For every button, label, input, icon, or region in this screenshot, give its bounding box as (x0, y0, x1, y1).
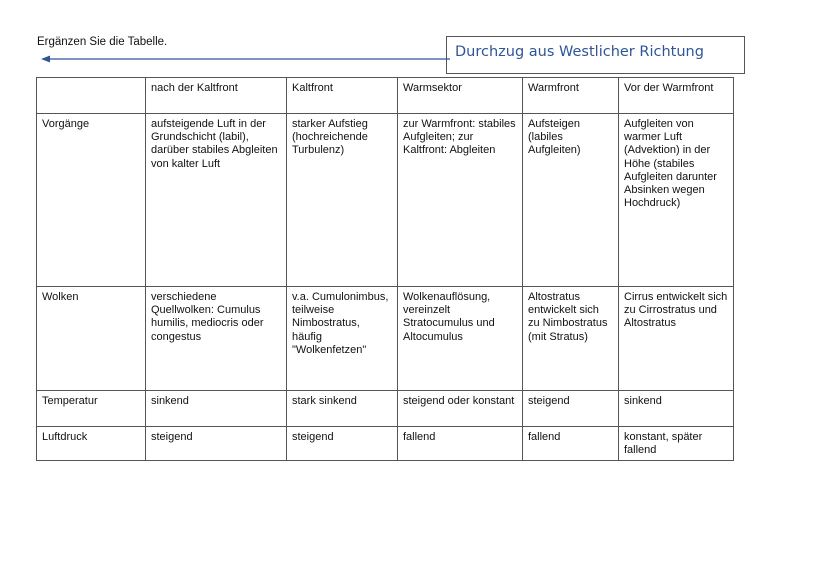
header-cell: Vor der Warmfront (619, 78, 734, 114)
header-cell: nach der Kaltfront (146, 78, 287, 114)
table-cell: stark sinkend (287, 391, 398, 427)
table-cell: sinkend (619, 391, 734, 427)
table-cell: konstant, später fallend (619, 427, 734, 461)
table-cell: steigend (146, 427, 287, 461)
table-row (37, 114, 734, 287)
table-row (37, 287, 734, 391)
table-cell: Aufgleiten von warmer Luft (Advektion) in der Höhe (stabiles Aufgleiten darunter Absinken wegen Hochdruck) (619, 114, 734, 287)
header-cell: Warmfront (523, 78, 619, 114)
header-cell (37, 78, 146, 114)
table-cell: Wolkenauflösung, vereinzelt Stratocumulus und Altocumulus (398, 287, 523, 391)
table-cell: steigend oder konstant (398, 391, 523, 427)
instruction-text: Ergänzen Sie die Tabelle. (37, 36, 168, 48)
table-cell: steigend (287, 427, 398, 461)
row-label: Luftdruck (37, 427, 146, 461)
table-cell: starker Aufstieg (hochreichende Turbulenz) (287, 114, 398, 287)
direction-arrow-icon (40, 53, 450, 65)
table-cell: verschiedene Quellwolken: Cumulus humilis, mediocris oder congestus (146, 287, 287, 391)
table-header-row (37, 78, 734, 114)
table-row (37, 427, 734, 461)
row-label: Vorgänge (37, 114, 146, 287)
table-cell: Cirrus entwickelt sich zu Cirrostratus und Altostratus (619, 287, 734, 391)
row-label: Temperatur (37, 391, 146, 427)
table-cell: aufsteigende Luft in der Grundschicht (labil), darüber stabiles Abgleiten von kalter Luft (146, 114, 287, 287)
table-cell: Aufsteigen (labiles Aufgleiten) (523, 114, 619, 287)
title-text: Durchzug aus Westlicher Richtung (455, 44, 704, 60)
table-cell: Altostratus entwickelt sich zu Nimbostratus (mit Stratus) (523, 287, 619, 391)
header-cell: Kaltfront (287, 78, 398, 114)
row-label: Wolken (37, 287, 146, 391)
table-cell: sinkend (146, 391, 287, 427)
header-cell: Warmsektor (398, 78, 523, 114)
table-cell: fallend (398, 427, 523, 461)
table-row (37, 391, 734, 427)
table-cell: fallend (523, 427, 619, 461)
table-cell: zur Warmfront: stabiles Aufgleiten; zur Kaltfront: Abgleiten (398, 114, 523, 287)
table-cell: v.a. Cumulonimbus, teilweise Nimbostratus, häufig "Wolkenfetzen" (287, 287, 398, 391)
table-cell: steigend (523, 391, 619, 427)
title-box (446, 36, 745, 74)
weather-table (36, 77, 734, 461)
